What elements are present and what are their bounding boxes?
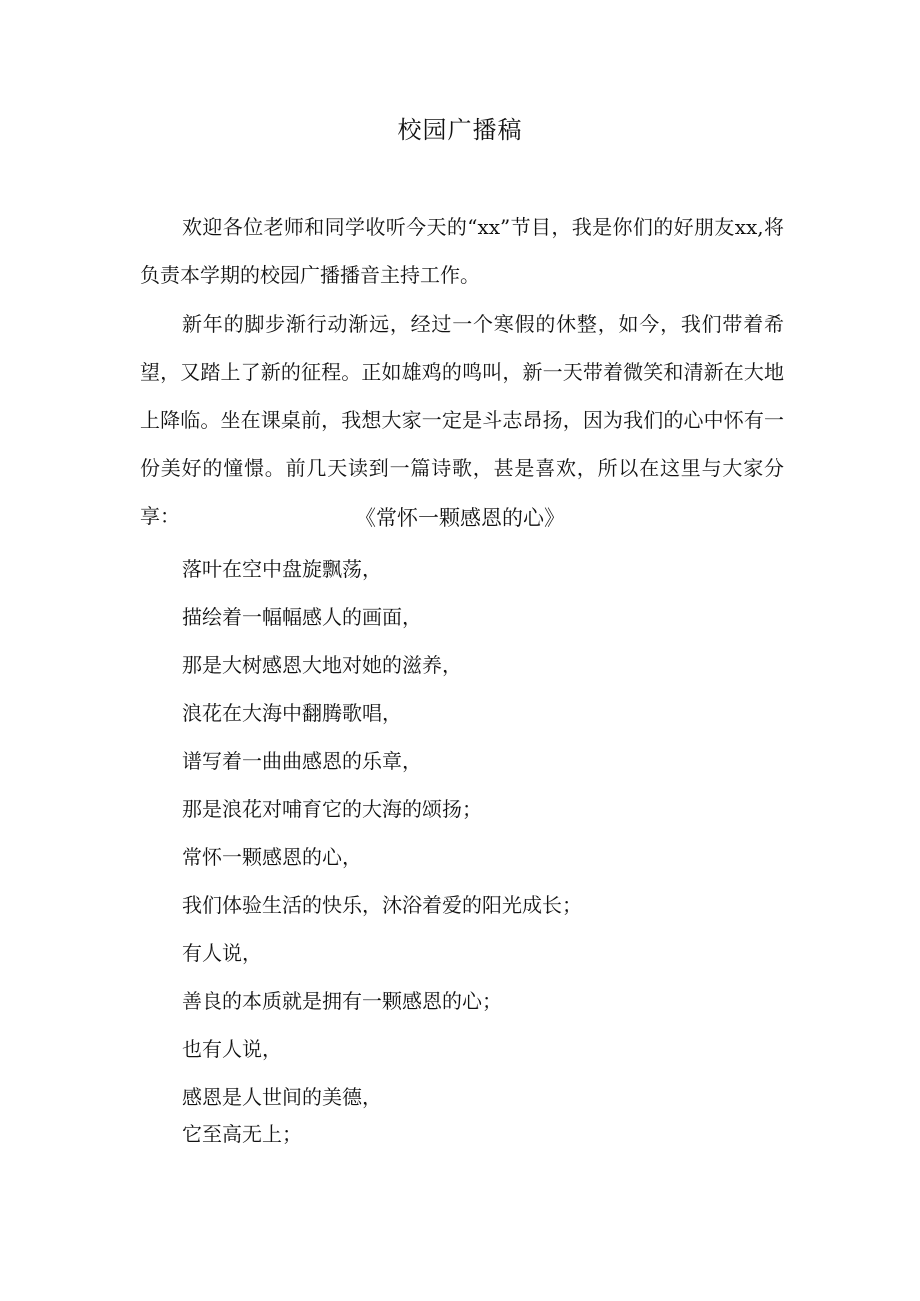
poem-line: 有人说， xyxy=(182,941,262,965)
poem-line: 它至高无上； xyxy=(182,1122,302,1146)
poem-line: 我们体验生活的快乐，沐浴着爱的阳光成长； xyxy=(182,893,582,917)
poem-title: 《常怀一颗感恩的心》 xyxy=(355,506,565,530)
poem-line: 落叶在空中盘旋飘荡， xyxy=(182,557,382,581)
poem-line: 谱写着一曲曲感恩的乐章， xyxy=(182,749,422,773)
poem-line: 善良的本质就是拥有一颗感恩的心； xyxy=(182,989,502,1013)
poem-line: 描绘着一幅幅感人的画面， xyxy=(182,605,422,629)
poem-line: 那是浪花对哺育它的大海的颂扬； xyxy=(182,797,482,821)
poem-lines xyxy=(182,545,802,1158)
poem-line: 那是大树感恩大地对她的滋养， xyxy=(182,653,462,677)
poem-line: 常怀一颗感恩的心， xyxy=(182,845,362,869)
intro-paragraph: 欢迎各位老师和同学收听今天的“xx”节目，我是你们的好朋友xx,将负责本学期的校园广播播音主持工作。 xyxy=(140,215,784,287)
document-title: 校园广播稿 xyxy=(397,116,523,144)
poem-line: 感恩是人世间的美德， xyxy=(182,1085,382,1109)
poem-line: 浪花在大海中翻腾歌唱， xyxy=(182,701,402,725)
poem-line: 也有人说， xyxy=(182,1037,282,1061)
body-paragraph: 新年的脚步渐行动渐远，经过一个寒假的休整，如今，我们带着希望，又踏上了新的征程。正如雄鸡的鸣叫，新一天带着微笑和清新在大地上降临。坐在课桌前，我想大家一定是斗志昂扬，因为我们的心中怀有一份美好的憧憬。前几天读到一篇诗歌，甚是喜欢，所以在这里与大家分享： xyxy=(140,312,784,528)
